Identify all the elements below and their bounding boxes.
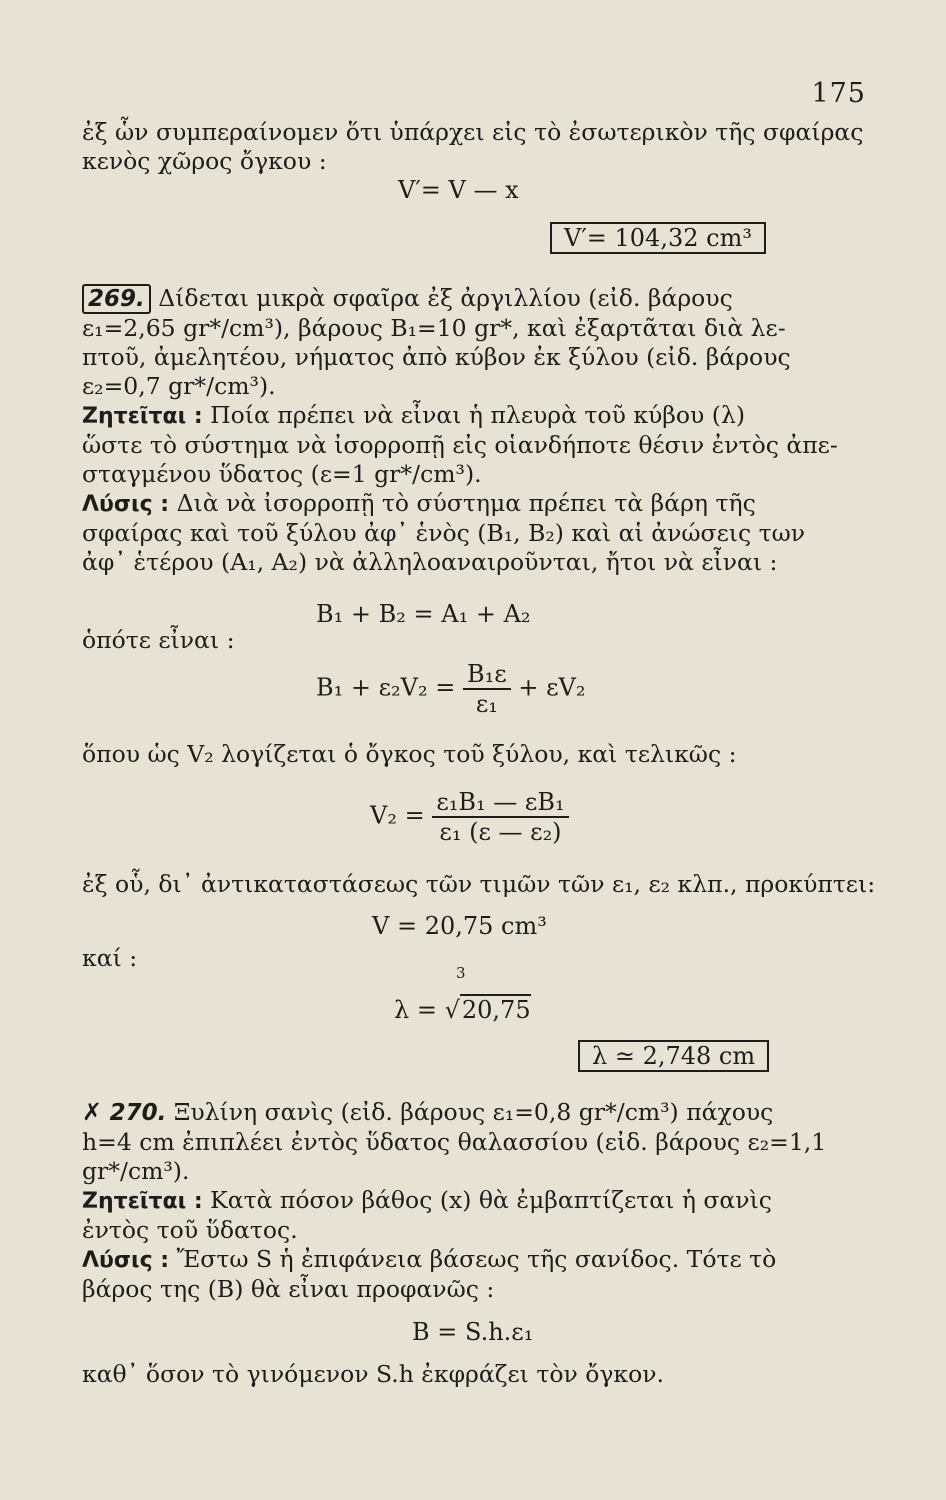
- p270-line-3: gr*/cm³).: [82, 1157, 190, 1185]
- result-box-v-prime: [550, 222, 766, 254]
- problem-270-statement: [82, 1098, 866, 1304]
- eq2-fraction: [463, 660, 511, 718]
- p269-sol-3: ἀφ᾽ ἑτέρου (A₁, A₂) νὰ ἀλληλοαναιροῦνται, ἤτοι νὰ εἶναι :: [82, 548, 778, 576]
- p269-ask-label: Ζητεῖται :: [82, 404, 203, 429]
- final-line: καθ᾽ ὅσον τὸ γινόμενον S.h ἐκφράζει τὸν ὄγκον.: [82, 1360, 665, 1388]
- p270-ask-label: Ζητεῖται :: [82, 1189, 203, 1214]
- problem-269-statement: [82, 284, 866, 577]
- intro-line-2: κενὸς χῶρος ὄγκου :: [82, 147, 327, 175]
- eq3-left: V₂ =: [370, 801, 425, 830]
- problem-number-270: 270.: [109, 1100, 167, 1126]
- check-mark-icon: ✗: [82, 1098, 103, 1126]
- eq3-denominator: ε₁ (ε — ε₂): [439, 818, 562, 846]
- p269-sol-1: Διὰ νὰ ἰσορροπῇ τὸ σύστημα πρέπει τὰ βάρη τῆς: [176, 489, 756, 517]
- problem-number-269: 269.: [82, 284, 151, 314]
- p270-ask-1: Κατὰ πόσον βάθος (x) θὰ ἐμβαπτίζεται ἡ σανὶς: [210, 1186, 772, 1214]
- final-line-block: [82, 1360, 866, 1389]
- eq3-fraction: [432, 788, 568, 846]
- substitution-line: ἐξ οὗ, δι᾽ ἀντικαταστάσεως τῶν τιμῶν τῶν ε₁, ε₂ κλπ., προκύπτει:: [82, 870, 876, 898]
- p270-line-1: Ξυλίνη σανὶς (εἰδ. βάρους ε₁=0,8 gr*/cm³) πάχους: [173, 1098, 774, 1126]
- p269-ask-1: Ποία πρέπει νὰ εἶναι ἡ πλευρὰ τοῦ κύβου (λ): [210, 401, 746, 429]
- p270-sol-2: βάρος της (B) θὰ εἶναι προφανῶς :: [82, 1275, 495, 1303]
- eq3-numerator: ε₁B₁ — εB₁: [432, 788, 568, 818]
- sqrt-sign: √: [444, 996, 460, 1024]
- result-lambda: λ ≃ 2,748 cm: [578, 1040, 769, 1072]
- p270-line-2: h=4 cm ἐπιπλέει ἐντὸς ὕδατος θαλασσίου (εἰδ. βάρους ε₂=1,1: [82, 1128, 827, 1156]
- p269-sol-2: σφαίρας καὶ τοῦ ξύλου ἀφ᾽ ἑνὸς (B₁, B₂) καὶ αἱ ἀνώσεις των: [82, 519, 806, 547]
- eq2-right: + εV₂: [518, 673, 586, 702]
- equation-v2: [370, 788, 569, 846]
- p269-solution-label: Λύσις :: [82, 492, 170, 517]
- result-box-lambda: [578, 1040, 769, 1072]
- p269-line-4: ε₂=0,7 gr*/cm³).: [82, 372, 276, 400]
- equation-lambda: [394, 996, 531, 1024]
- equation-weight: B = S.h.ε₁: [412, 1318, 534, 1346]
- where-line-block: [82, 740, 866, 769]
- label-kai: καί :: [82, 944, 138, 972]
- eq5-left: λ =: [394, 996, 437, 1024]
- p269-ask-2: ὥστε τὸ σύστημα νὰ ἰσορροπῇ εἰς οἱανδήποτε θέσιν ἐντὸς ἀπε-: [82, 431, 838, 459]
- p269-line-1: Δίδεται μικρὰ σφαῖρα ἐξ ἀργιλλίου (εἰδ. βάρους: [158, 284, 733, 312]
- eq2-numerator: B₁ε: [463, 660, 511, 690]
- eq2-left: B₁ + ε₂V₂ =: [316, 673, 456, 702]
- p269-ask-3: σταγμένου ὕδατος (ε=1 gr*/cm³).: [82, 460, 482, 488]
- intro-line-1: ἐξ ὧν συμπεραίνομεν ὅτι ὑπάρχει εἰς τὸ ἐσωτερικὸν τῆς σφαίρας: [82, 118, 864, 146]
- p269-line-2: ε₁=2,65 gr*/cm³), βάρους B₁=10 gr*, καὶ ἐξαρτᾶται διὰ λε-: [82, 314, 786, 342]
- eq2-denominator: ε₁: [475, 690, 498, 718]
- intro-paragraph: [82, 118, 866, 176]
- label-hopote: ὁπότε εἶναι :: [82, 626, 235, 654]
- p269-line-3: πτοῦ, ἀμελητέου, νήματος ἀπὸ κύβον ἐκ ξύλου (εἰδ. βάρους: [82, 343, 791, 371]
- equation-buoyancy: [316, 660, 585, 718]
- page-number: 175: [811, 78, 866, 109]
- root-index: 3: [456, 964, 466, 982]
- p270-solution-label: Λύσις :: [82, 1248, 170, 1273]
- p270-ask-2: ἐντὸς τοῦ ὕδατος.: [82, 1216, 298, 1244]
- eq5-radicand: 20,75: [461, 996, 531, 1024]
- substitution-block: [82, 870, 876, 899]
- where-line: ὅπου ὡς V₂ λογίζεται ὁ ὄγκος τοῦ ξύλου, καὶ τελικῶς :: [82, 740, 737, 768]
- equation-balance: B₁ + B₂ = A₁ + A₂: [316, 600, 531, 628]
- result-v-prime: V′= 104,32 cm³: [550, 222, 766, 254]
- equation-v-prime: V′= V — x: [398, 176, 519, 204]
- p270-sol-1: Ἔστω S ἡ ἐπιφάνεια βάσεως τῆς σανίδος. Τότε τὸ: [176, 1245, 777, 1273]
- equation-volume: V = 20,75 cm³: [372, 912, 547, 940]
